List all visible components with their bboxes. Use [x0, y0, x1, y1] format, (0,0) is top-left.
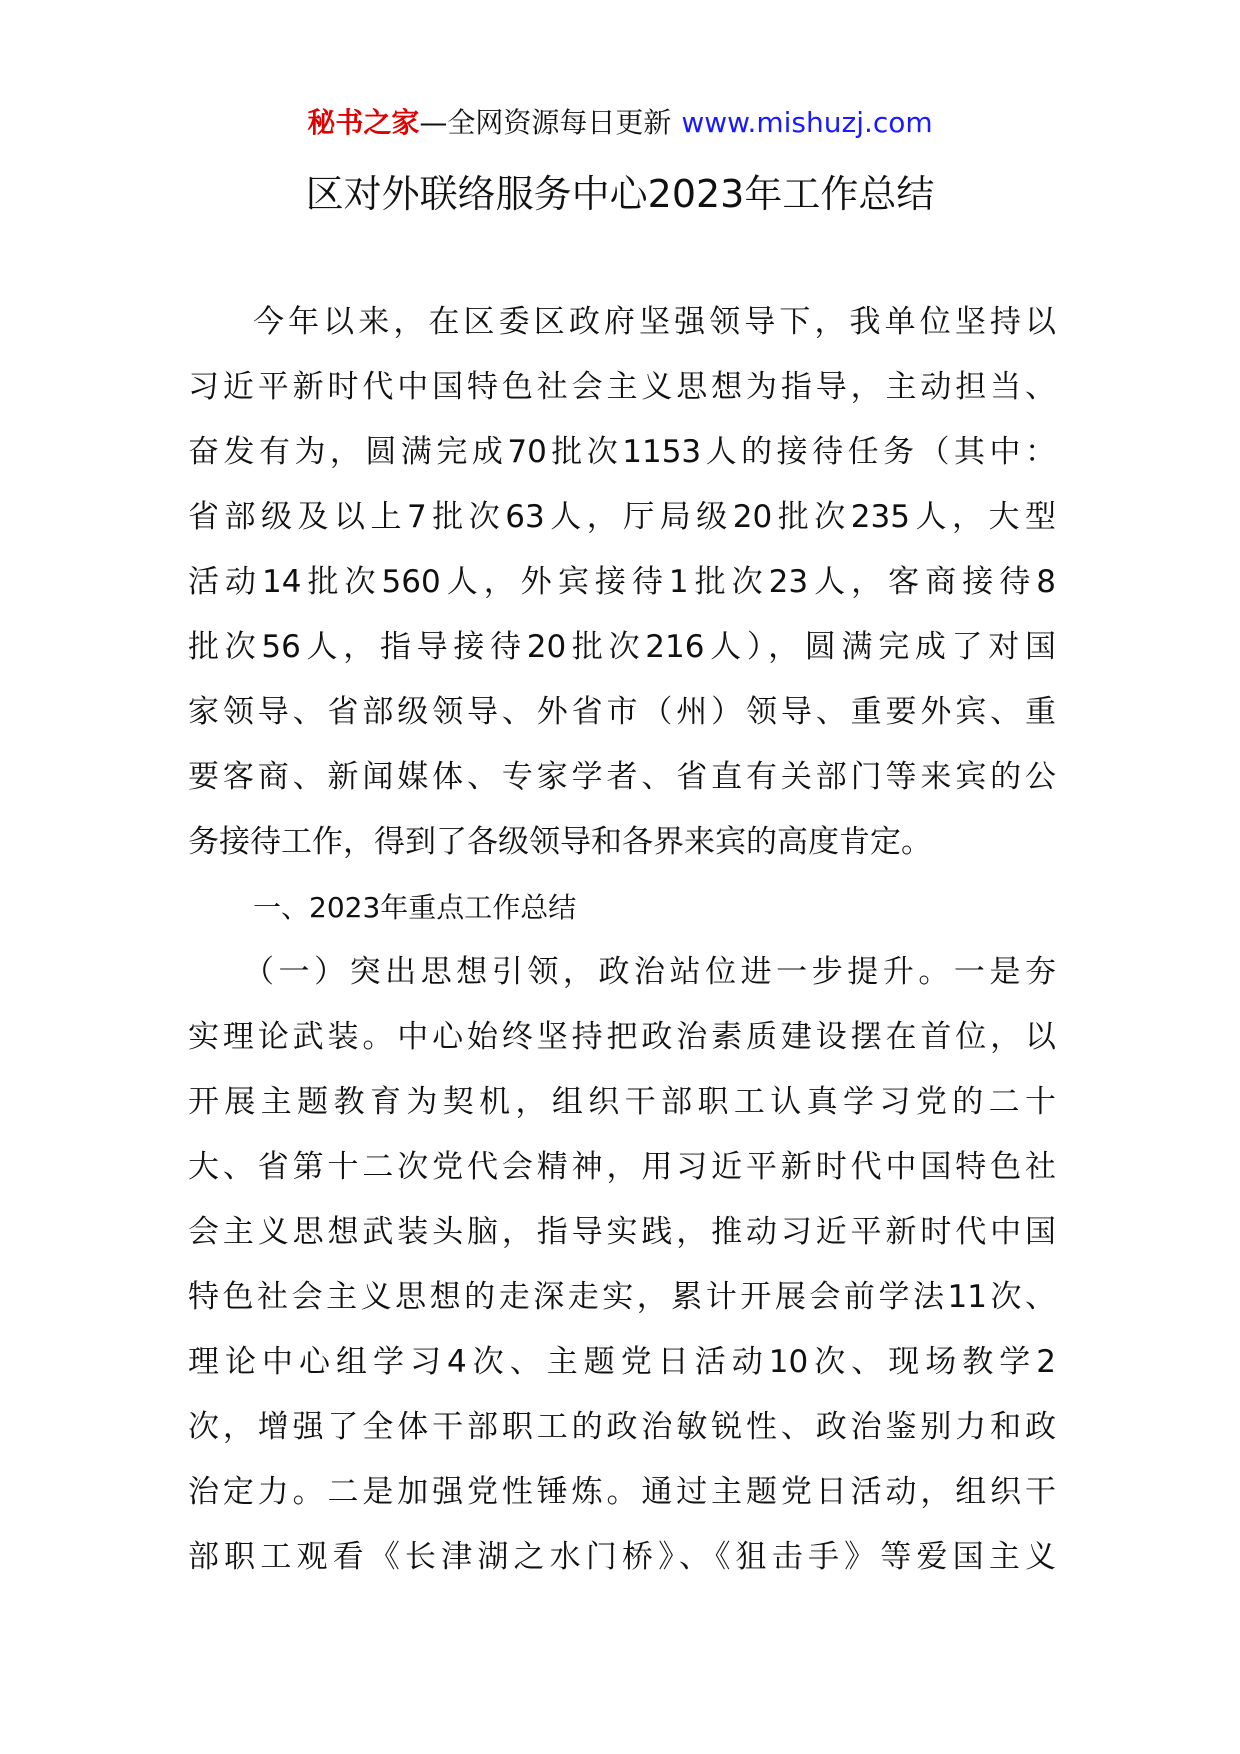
document-title: 区对外联络服务中心2023年工作总结 [305, 172, 935, 216]
site-url-link[interactable]: www.mishuzj.com [681, 106, 933, 139]
paragraph-line: （一）突出思想引领，政治站位进一步提升。一是夯 [243, 954, 1056, 990]
site-header [0, 103, 1240, 143]
paragraph-line: 要客商、新闻媒体、专家学者、省直有关部门等来宾的公 [188, 759, 1056, 795]
paragraph-line: 会主义思想武装头脑，指导实践，推动习近平新时代中国 [188, 1214, 1056, 1250]
header-tagline: —全网资源每日更新 [419, 106, 672, 139]
paragraph-line: 务接待工作，得到了各级领导和各界来宾的高度肯定。 [188, 824, 932, 860]
paragraph-line: 开展主题教育为契机，组织干部职工认真学习党的二十 [188, 1084, 1056, 1120]
document-body [188, 290, 1056, 1590]
paragraph-line: 奋发有为，圆满完成70批次1153人的接待任务（其中： [188, 434, 1056, 470]
paragraph-line: 特色社会主义思想的走深走实，累计开展会前学法11次、 [188, 1279, 1056, 1315]
paragraph-line: 治定力。二是加强党性锤炼。通过主题党日活动，组织干 [188, 1474, 1056, 1510]
section-heading: 一、2023年重点工作总结 [253, 891, 577, 924]
paragraph-line: 省部级及以上7批次63人，厅局级20批次235人，大型 [188, 499, 1056, 535]
paragraph-line: 次，增强了全体干部职工的政治敏锐性、政治鉴别力和政 [188, 1409, 1056, 1445]
paragraph-line: 大、省第十二次党代会精神，用习近平新时代中国特色社 [188, 1149, 1056, 1185]
brand-name: 秘书之家 [307, 106, 420, 139]
paragraph-line: 部职工观看《长津湖之水门桥》、《狙击手》等爱国主义 [188, 1539, 1056, 1575]
paragraph-line: 实理论武装。中心始终坚持把政治素质建设摆在首位，以 [188, 1019, 1056, 1055]
paragraph-line: 习近平新时代中国特色社会主义思想为指导，主动担当、 [188, 369, 1056, 405]
paragraph-line: 理论中心组学习4次、主题党日活动10次、现场教学2 [188, 1344, 1056, 1380]
paragraph-line: 家领导、省部级领导、外省市（州）领导、重要外宾、重 [188, 694, 1056, 730]
paragraph-line: 批次56人，指导接待20批次216人），圆满完成了对国 [188, 629, 1056, 665]
paragraph-line: 活动14批次560人，外宾接待1批次23人，客商接待8 [188, 564, 1056, 600]
paragraph-line: 今年以来，在区委区政府坚强领导下，我单位坚持以 [253, 304, 1056, 340]
